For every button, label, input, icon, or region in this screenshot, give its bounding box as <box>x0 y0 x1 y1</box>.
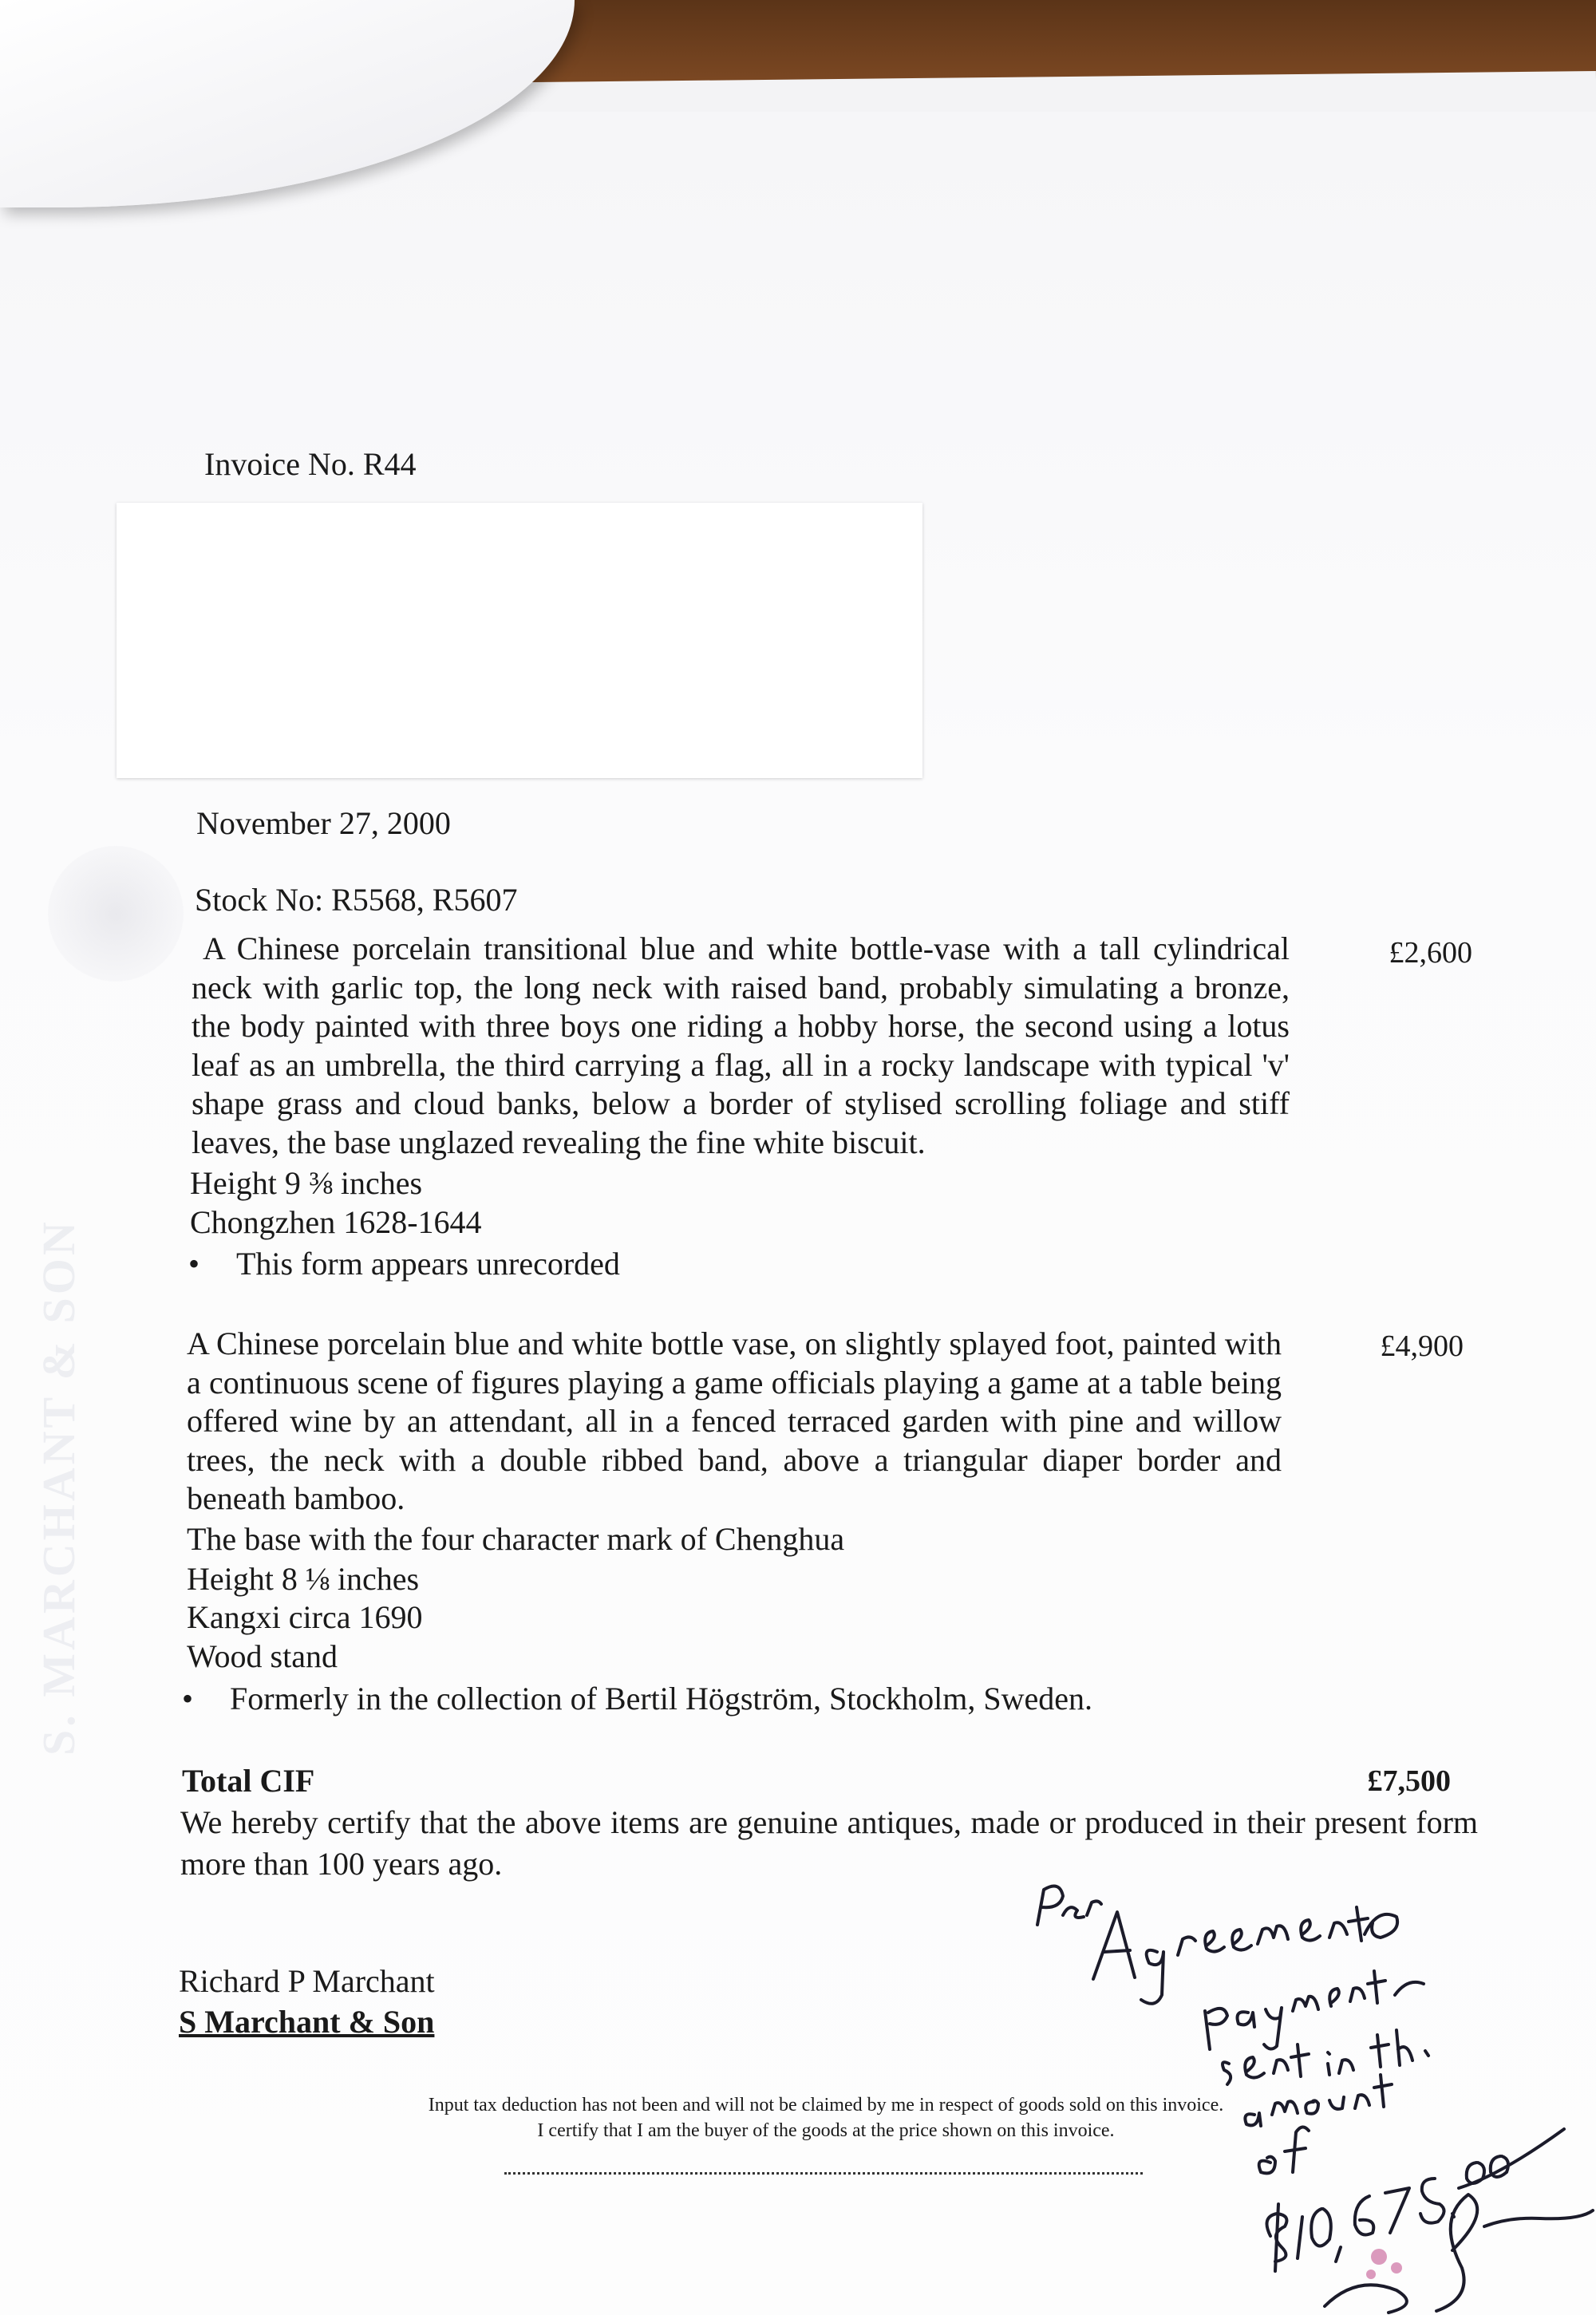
bullet-icon: • <box>182 1681 194 1716</box>
item-1-period: Chongzhen 1628-1644 <box>190 1204 482 1240</box>
footer-line-1: Input tax deduction has not been and will not be claimed by me in respect of goods sold on this invoice. <box>428 2095 1224 2115</box>
item-1-price: £2,600 <box>1389 936 1472 970</box>
item-1-description: A Chinese porcelain transitional blue and white bottle-vase with a tall cylindrical neck with garlic top, the long neck with raised band, probably simulating a bronze, the body painted with three boys one riding a hobby horse, the second using a lotus leaf as an umbrella, the third carrying a flag, all in a rocky landscape with typical 'v' shape grass and cloud banks, below a border of stylised scrolling foliage and stiff leaves, the base unglazed revealing the fine white biscuit. <box>192 930 1290 1160</box>
item-2-price: £4,900 <box>1380 1329 1464 1363</box>
invoice-date: November 27, 2000 <box>196 805 451 841</box>
item-2-stand: Wood stand <box>187 1638 338 1674</box>
item-1-note-text: This form appears unrecorded <box>236 1246 620 1282</box>
item-2-description: A Chinese porcelain blue and white bottle vase, on slightly splayed foot, painted with a continuous scene of figures playing a game officials playing a game at a table being offered wine by an attendant, all in a fenced terraced garden with pine and willow trees, the neck with a double ribbed band, above a triangular diaper border and beneath bamboo. <box>187 1325 1282 1516</box>
bleed-through-letterhead: S. MARCHANT & SON <box>33 1219 85 1756</box>
bleed-through-seal <box>48 846 184 982</box>
signatory-name: Richard P Marchant <box>179 1963 435 1999</box>
item-2-note <box>182 1680 1092 1718</box>
footer-line-2: I certify that I am the buyer of the goods at the price shown on this invoice. <box>537 2120 1115 2141</box>
certification-text: We hereby certify that the above items are genuine antiques, made or produced in their present form more than 100 years ago. <box>180 1804 1478 1882</box>
stock-number: Stock No: R5568, R5607 <box>195 882 518 918</box>
bullet-icon: • <box>188 1246 200 1282</box>
item-2-height: Height 8 ⅛ inches <box>187 1561 420 1597</box>
item-1-height: Height 9 ⅜ inches <box>190 1165 423 1201</box>
handwritten-payment-note <box>1021 1875 1596 2315</box>
redaction-box <box>117 503 922 778</box>
invoice-number: Invoice No. R44 <box>204 446 417 482</box>
item-2-mark: The base with the four character mark of Chenghua <box>187 1521 845 1557</box>
signatory-company: S Marchant & Son <box>179 2004 435 2040</box>
item-2-note-text: Formerly in the collection of Bertil Högström, Stockholm, Sweden. <box>230 1681 1092 1716</box>
item-2-period: Kangxi circa 1690 <box>187 1599 423 1635</box>
total-amount: £7,500 <box>1367 1764 1451 1798</box>
item-1-note <box>188 1245 620 1283</box>
total-label: Total CIF <box>182 1763 315 1799</box>
